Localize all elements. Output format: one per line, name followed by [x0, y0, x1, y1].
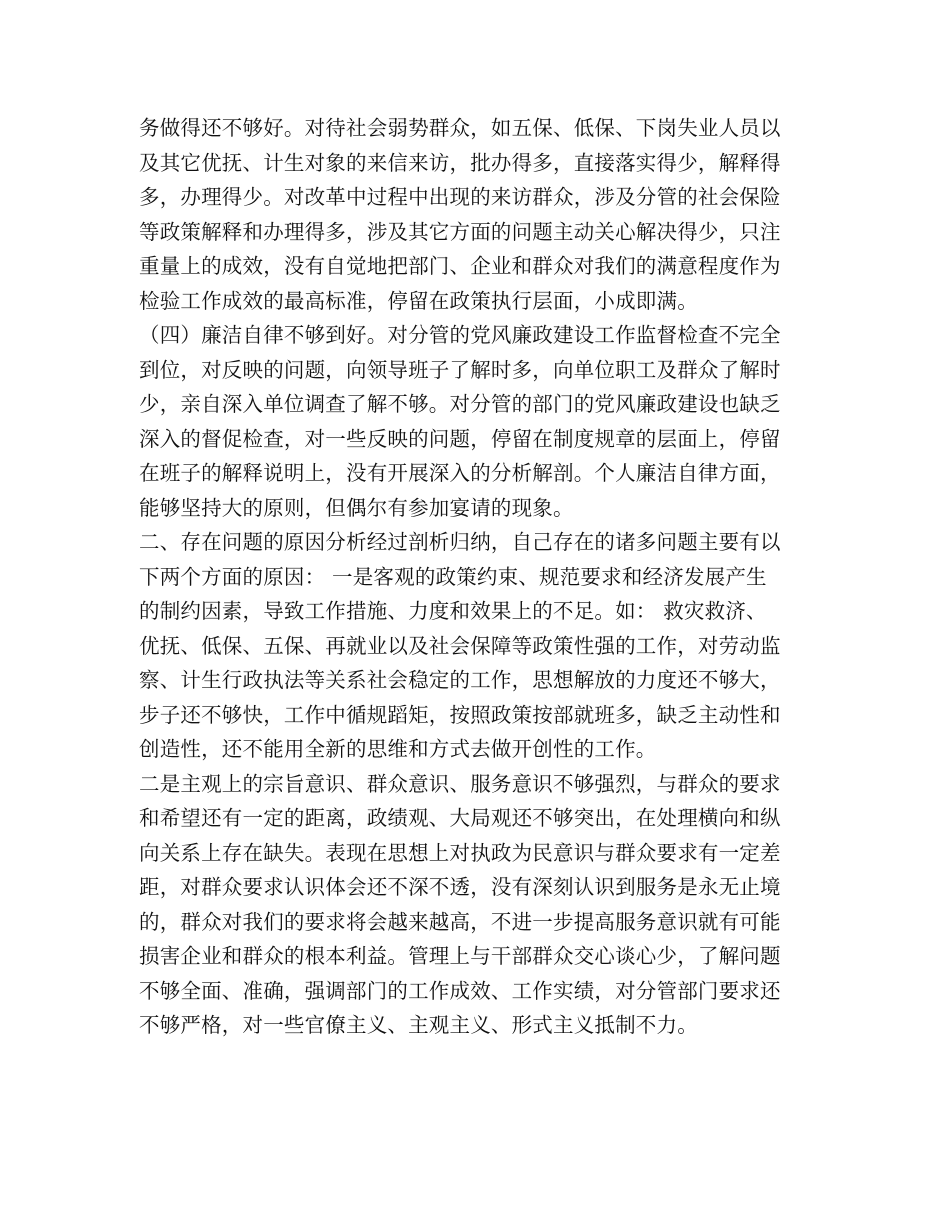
- text-line: 到位，对反映的问题，向领导班子了解时多，向单位职工及群众了解时: [139, 357, 781, 382]
- text-line: 下两个方面的原因： 一是客观的政策约束、规范要求和经济发展产生: [139, 564, 767, 589]
- text-line: 多，办理得少。对改革中过程中出现的来访群众，涉及分管的社会保险: [139, 185, 781, 209]
- text-line: 能够坚持大的原则，但偶尔有参加宴请的现象。: [139, 495, 574, 520]
- text-line: 损害企业和群众的根本利益。管理上与干部群众交心谈心少，了解问题: [139, 944, 781, 968]
- text-line: 务做得还不够好。对待社会弱势群众，如五保、低保、下岗失业人员以: [139, 116, 781, 140]
- text-line: 察、计生行政执法等关系社会稳定的工作，思想解放的力度还不够大，: [139, 668, 781, 692]
- text-line: 在班子的解释说明上，没有开展深入的分析解剖。个人廉洁自律方面，: [139, 461, 781, 485]
- text-line: 的，群众对我们的要求将会越来越高，不进一步提高服务意识就有可能: [139, 909, 781, 934]
- text-line: 优抚、低保、五保、再就业以及社会保障等政策性强的工作，对劳动监: [139, 633, 781, 658]
- text-line: 等政策解释和办理得多，涉及其它方面的问题主动关心解决得少，只注: [139, 219, 781, 244]
- text-line: 不够全面、准确，强调部门的工作成效、工作实绩，对分管部门要求还: [139, 978, 781, 1003]
- text-line: 少，亲自深入单位调查了解不够。对分管的部门的党风廉政建设也缺乏: [139, 392, 781, 416]
- text-line: （四）廉洁自律不够到好。对分管的党风廉政建设工作监督检查不完全: [139, 323, 781, 347]
- text-line: 创造性，还不能用全新的思维和方式去做开创性的工作。: [139, 737, 657, 761]
- text-line: 向关系上存在缺失。表现在思想上对执政为民意识与群众要求有一定差: [139, 840, 781, 865]
- text-line: 二、存在问题的原因分析经过剖析归纳，自己存在的诸多问题主要有以: [139, 530, 781, 554]
- text-line: 检验工作成效的最高标准，停留在政策执行层面，小成即满。: [139, 288, 698, 313]
- text-line: 深入的督促检查，对一些反映的问题，停留在制度规章的层面上，停留: [139, 426, 781, 451]
- body-text: [139, 111, 829, 1043]
- text-line: 和希望还有一定的距离，政绩观、大局观还不够突出，在处理横向和纵: [139, 806, 781, 830]
- text-line: 及其它优抚、计生对象的来信来访，批办得多，直接落实得少，解释得: [139, 150, 781, 175]
- text-line: 步子还不够快，工作中循规蹈矩，按照政策按部就班多，缺乏主动性和: [139, 702, 781, 727]
- text-line: 距，对群众要求认识体会还不深不透，没有深刻认识到服务是永无止境: [139, 875, 781, 899]
- text-line: 的制约因素，导致工作措施、力度和效果上的不足。如： 救灾救济、: [139, 599, 767, 623]
- text-line: 重量上的成效，没有自觉地把部门、企业和群众对我们的满意程度作为: [139, 254, 781, 278]
- text-line: 二是主观上的宗旨意识、群众意识、服务意识不够强烈，与群众的要求: [139, 771, 781, 796]
- text-line: 不够严格，对一些官僚主义、主观主义、形式主义抵制不力。: [139, 1013, 698, 1037]
